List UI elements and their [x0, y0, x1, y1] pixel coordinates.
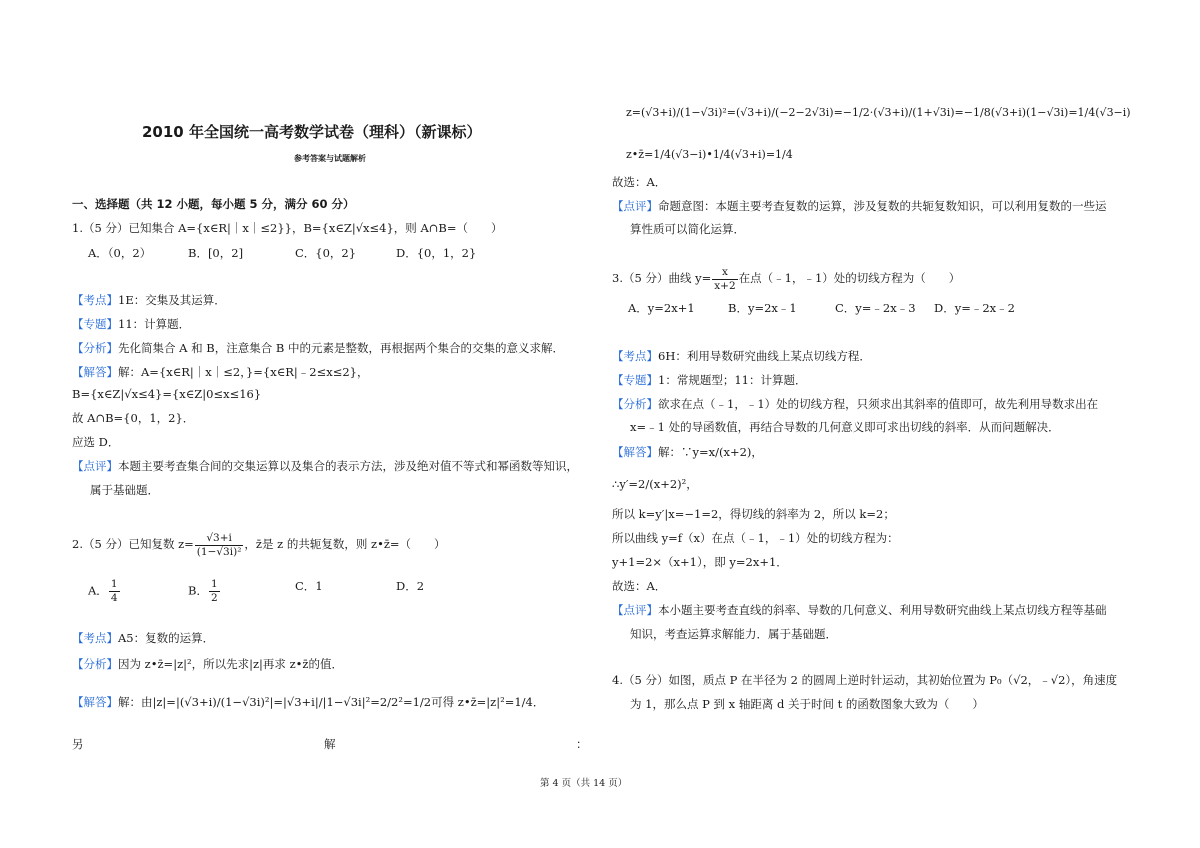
q2-option-b — [188, 578, 221, 605]
q1-fenxi — [72, 340, 564, 357]
q3-jieda-line4: 所以曲线 y=f（x）在点（﹣1，﹣1）处的切线方程为： — [612, 531, 899, 545]
q1-option-c: C．{0，2} — [295, 246, 357, 260]
q2-option-b-fraction — [209, 578, 220, 605]
kaodian-tag: 【考点】 — [72, 293, 118, 307]
q3-fenxi — [612, 396, 1098, 413]
q2-option-a-num: 1 — [110, 578, 118, 590]
q2-option-c — [295, 578, 323, 594]
zhuanti-text: 11：计算题． — [118, 317, 191, 331]
dianping-text: 命题意图：本题主要考查复数的运算，涉及复数的共轭复数知识，可以利用复数的一些运 — [658, 199, 1107, 213]
q1-option-d: D．{0，1，2} — [396, 246, 477, 260]
q2-stem-numerator: √3+i — [195, 532, 244, 546]
q2-option-c-text: 1 — [315, 579, 323, 593]
fenxi-tag: 【分析】 — [612, 397, 658, 411]
section-heading: 一、选择题（共 12 小题，每小题 5 分，满分 60 分） — [72, 197, 355, 211]
q3-zhuanti — [612, 372, 806, 389]
fenxi-text: 因为 z•z̄=|z|²，所以先求|z|再求 z•z̄的值． — [118, 657, 343, 671]
q2-stem-text: 2.（5 分）已知复数 z= — [72, 537, 194, 551]
q2-other-a: 另 — [72, 737, 84, 751]
jieda-tag: 【解答】 — [612, 445, 658, 459]
zhuanti-tag: 【专题】 — [72, 317, 118, 331]
q3-stem-tail: 在点（﹣1，﹣1）处的切线方程为（ ） — [738, 271, 961, 285]
q1-jieda-line3: 故 A∩B={0，1，2}． — [72, 411, 195, 425]
fenxi-tag: 【分析】 — [72, 341, 118, 355]
q2-option-d-letter: D． — [396, 579, 417, 593]
q4-stem-line2: 为 1，那么点 P 到 x 轴距离 d 关于时间 t 的函数图象大致为（ ） — [630, 697, 984, 711]
q2-option-b-num: 1 — [210, 578, 218, 590]
kaodian-text: 1E：交集及其运算． — [118, 293, 226, 307]
q3-dianping-line2: 知识，考查运算求解能力．属于基础题． — [630, 627, 837, 641]
page-title: 2010 年全国统一高考数学试卷（理科）（新课标） — [142, 123, 482, 141]
fenxi-text: 先化简集合 A 和 B，注意集合 B 中的元素是整数，再根据两个集合的交集的意义求解． — [118, 341, 564, 355]
q2-choose: 故选：A． — [612, 175, 667, 189]
dianping-tag: 【点评】 — [72, 459, 118, 473]
q2-other-c: ： — [576, 737, 588, 751]
q2-option-a-den: 4 — [110, 592, 118, 604]
q3-stem — [612, 264, 960, 293]
kaodian-text: 6H：利用导数研究曲线上某点切线方程． — [658, 349, 871, 363]
q3-jieda-line2: ∴y′=2/(x+2)²， — [612, 477, 698, 491]
q3-jieda — [612, 444, 763, 461]
fenxi-text: 欲求在点（﹣1，﹣1）处的切线方程，只须求出其斜率的值即可，故先利用导数求出在 — [658, 397, 1099, 411]
page-subtitle: 参考答案与试题解析 — [294, 153, 366, 163]
q2-option-c-letter: C． — [295, 579, 316, 593]
q4-stem: 4.（5 分）如图，质点 P 在半径为 2 的圆周上逆时针运动，其初始位置为 P₀（√2，﹣√2），角速度 — [612, 673, 1118, 687]
q3-stem-numerator: x — [712, 266, 737, 280]
q2-jieda — [72, 694, 544, 711]
q1-kaodian — [72, 292, 226, 309]
dianping-tag: 【点评】 — [612, 603, 658, 617]
q2-stem-tail: ，z̄是 z 的共轭复数，则 z•z̄=（ ） — [244, 537, 446, 551]
q2-option-a-letter: A． — [88, 583, 108, 598]
q2-fenxi — [72, 656, 343, 673]
q2-stem-fraction — [195, 532, 244, 559]
q1-dianping-line2: 属于基础题． — [90, 483, 159, 497]
q3-kaodian — [612, 348, 871, 365]
dianping-tag: 【点评】 — [612, 199, 658, 213]
q3-jieda-line5: y+1=2×（x+1），即 y=2x+1． — [612, 555, 788, 569]
q2-option-b-den: 2 — [210, 592, 218, 604]
jieda-tag: 【解答】 — [72, 695, 118, 709]
dianping-text: 本小题主要考查直线的斜率、导数的几何意义、利用导数研究曲线上某点切线方程等基础 — [658, 603, 1107, 617]
zhuanti-tag: 【专题】 — [612, 373, 658, 387]
q2-option-d — [396, 578, 424, 594]
q1-dianping — [72, 458, 578, 475]
q3-choose: 故选：A． — [612, 579, 667, 593]
q2-dianping — [612, 198, 1107, 215]
q3-fenxi-line2: x=﹣1 处的导函数值，再结合导数的几何意义即可求出切线的斜率．从而问题解决． — [630, 420, 1060, 434]
q3-option-b: B．y=2x﹣1 — [728, 301, 797, 315]
q2-option-b-letter: B． — [188, 583, 208, 598]
q1-jieda-line4: 应选 D． — [72, 435, 120, 449]
q2-option-a-fraction — [109, 578, 120, 605]
q2-dianping-line2: 算性质可以简化运算． — [630, 222, 745, 236]
dianping-text: 本题主要考查集合间的交集运算以及集合的表示方法，涉及绝对值不等式和幂函数等知识， — [118, 459, 578, 473]
q2-option-d-text: 2 — [416, 579, 425, 593]
q3-stem-text: 3.（5 分）曲线 y= — [612, 271, 712, 285]
page-footer: 第 4 页（共 14 页） — [540, 778, 628, 789]
jieda-text: 解：A={x∈R|｜x｜≤2，}={x∈R|﹣2≤x≤2}， — [118, 365, 369, 379]
q2-stem-denominator: (1−√3i)² — [196, 545, 242, 558]
jieda-tag: 【解答】 — [72, 365, 118, 379]
q1-option-b: B．[0，2] — [188, 246, 244, 260]
q3-stem-denominator: x+2 — [714, 279, 736, 292]
q2-kaodian — [72, 630, 214, 647]
q3-option-c: C．y=﹣2x﹣3 — [835, 301, 916, 315]
q3-dianping — [612, 602, 1107, 619]
kaodian-tag: 【考点】 — [612, 349, 658, 363]
q1-jieda-line2: B={x∈Z|√x≤4}={x∈Z|0≤x≤16} — [72, 387, 262, 401]
fenxi-tag: 【分析】 — [72, 657, 118, 671]
q3-stem-fraction — [712, 266, 737, 293]
zhuanti-text: 1：常规题型；11：计算题． — [658, 373, 807, 387]
jieda-text: 解：∵y=x/(x+2)， — [658, 445, 763, 459]
q2-solution-line1: z=(√3+i)/(1−√3i)²=(√3+i)/(−2−2√3i)=−1/2·(√3+i)/(1+√3i)=−1/8(√3+i)(1−√3i)=1/4(√3−i) — [626, 106, 1131, 119]
q1-option-a: A．（0，2） — [88, 246, 152, 260]
q3-option-a: A．y=2x+1 — [628, 301, 695, 315]
q2-options — [88, 574, 508, 604]
q2-option-a — [88, 578, 121, 605]
q2-other-b: 解 — [324, 737, 336, 751]
q1-stem: 1.（5 分）已知集合 A={x∈R|｜x｜≤2}}，B={x∈Z|√x≤4}，则 A∩B=（ ） — [72, 221, 503, 235]
q3-option-d: D．y=﹣2x﹣2 — [934, 301, 1015, 315]
q1-jieda — [72, 364, 368, 381]
kaodian-text: A5：复数的运算． — [118, 631, 215, 645]
q2-solution-line2: z•z̄=1/4(√3−i)•1/4(√3+i)=1/4 — [626, 148, 793, 161]
q3-jieda-line3: 所以 k=y′|x=−1=2，得切线的斜率为 2，所以 k=2； — [612, 507, 895, 521]
q2-stem — [72, 530, 446, 559]
jieda-text: 解：由|z|=|(√3+i)/(1−√3i)²|=|√3+i|/|1−√3i|²=2/2²=1/2可得 z•z̄=|z|²=1/4． — [118, 695, 545, 709]
q1-zhuanti — [72, 316, 190, 333]
kaodian-tag: 【考点】 — [72, 631, 118, 645]
